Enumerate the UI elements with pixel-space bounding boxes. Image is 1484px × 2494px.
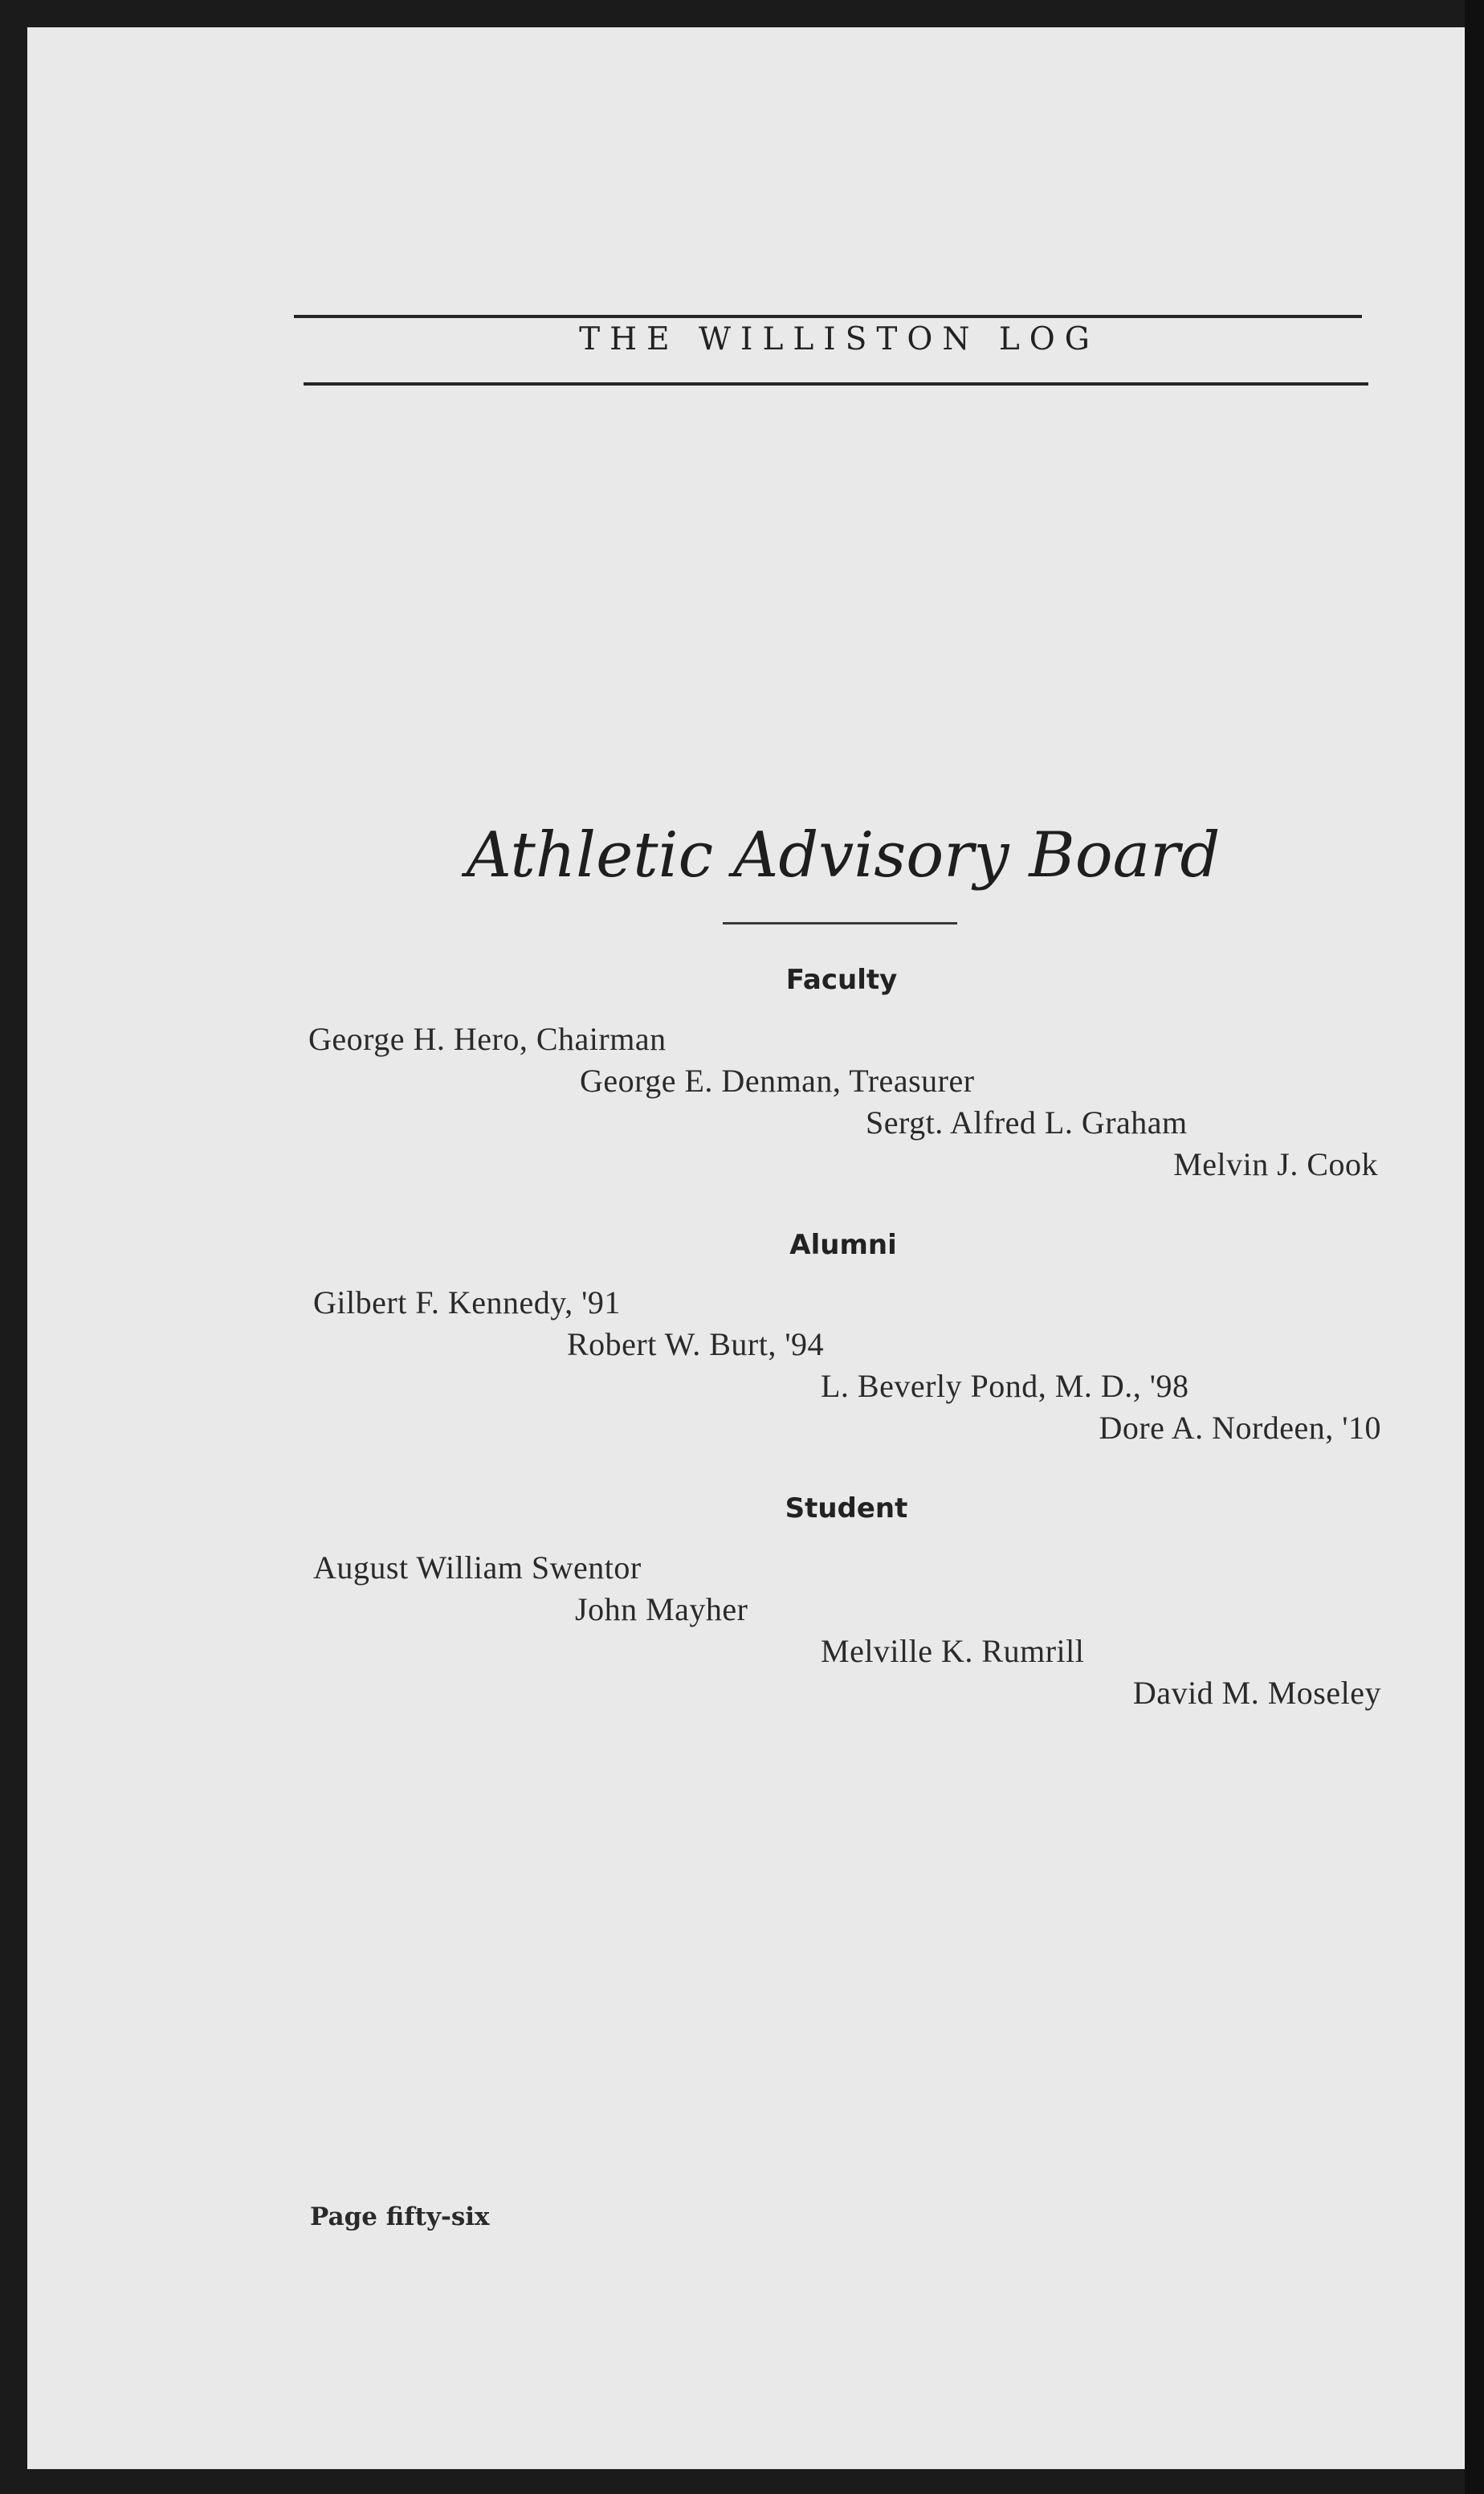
page-title: Athletic Advisory Board: [466, 819, 1221, 892]
student-member-2: John Mayher: [575, 1591, 748, 1627]
student-member-4: David M. Moseley: [1132, 1675, 1381, 1711]
alumni-member-3: L. Beverly Pond, M. D., '98: [821, 1368, 1189, 1404]
faculty-member-1: George H. Hero, Chairman: [308, 1021, 667, 1057]
running-header: THE WILLISTON LOG: [579, 321, 1099, 357]
header-top-rule: [294, 315, 1362, 318]
alumni-member-4: Dore A. Nordeen, '10: [1099, 1410, 1381, 1446]
faculty-member-3: Sergt. Alfred L. Graham: [866, 1104, 1188, 1141]
faculty-member-2: George E. Denman, Treasurer: [580, 1063, 975, 1099]
title-underline: [723, 922, 957, 925]
alumni-member-1: Gilbert F. Kennedy, '91: [313, 1284, 621, 1320]
student-member-3: Melville K. Rumrill: [821, 1633, 1085, 1669]
alumni-member-2: Robert W. Burt, '94: [567, 1326, 825, 1362]
section-heading-faculty: Faculty: [785, 964, 898, 996]
faculty-member-4: Melvin J. Cook: [1173, 1146, 1378, 1182]
student-member-1: August William Swentor: [313, 1549, 642, 1586]
section-heading-alumni: Alumni: [789, 1229, 897, 1261]
section-heading-student: Student: [785, 1492, 908, 1525]
page-edge-shadow: [1465, 0, 1484, 2494]
header-bottom-rule: [304, 382, 1368, 386]
page-number: Page fifty-six: [310, 2202, 490, 2231]
